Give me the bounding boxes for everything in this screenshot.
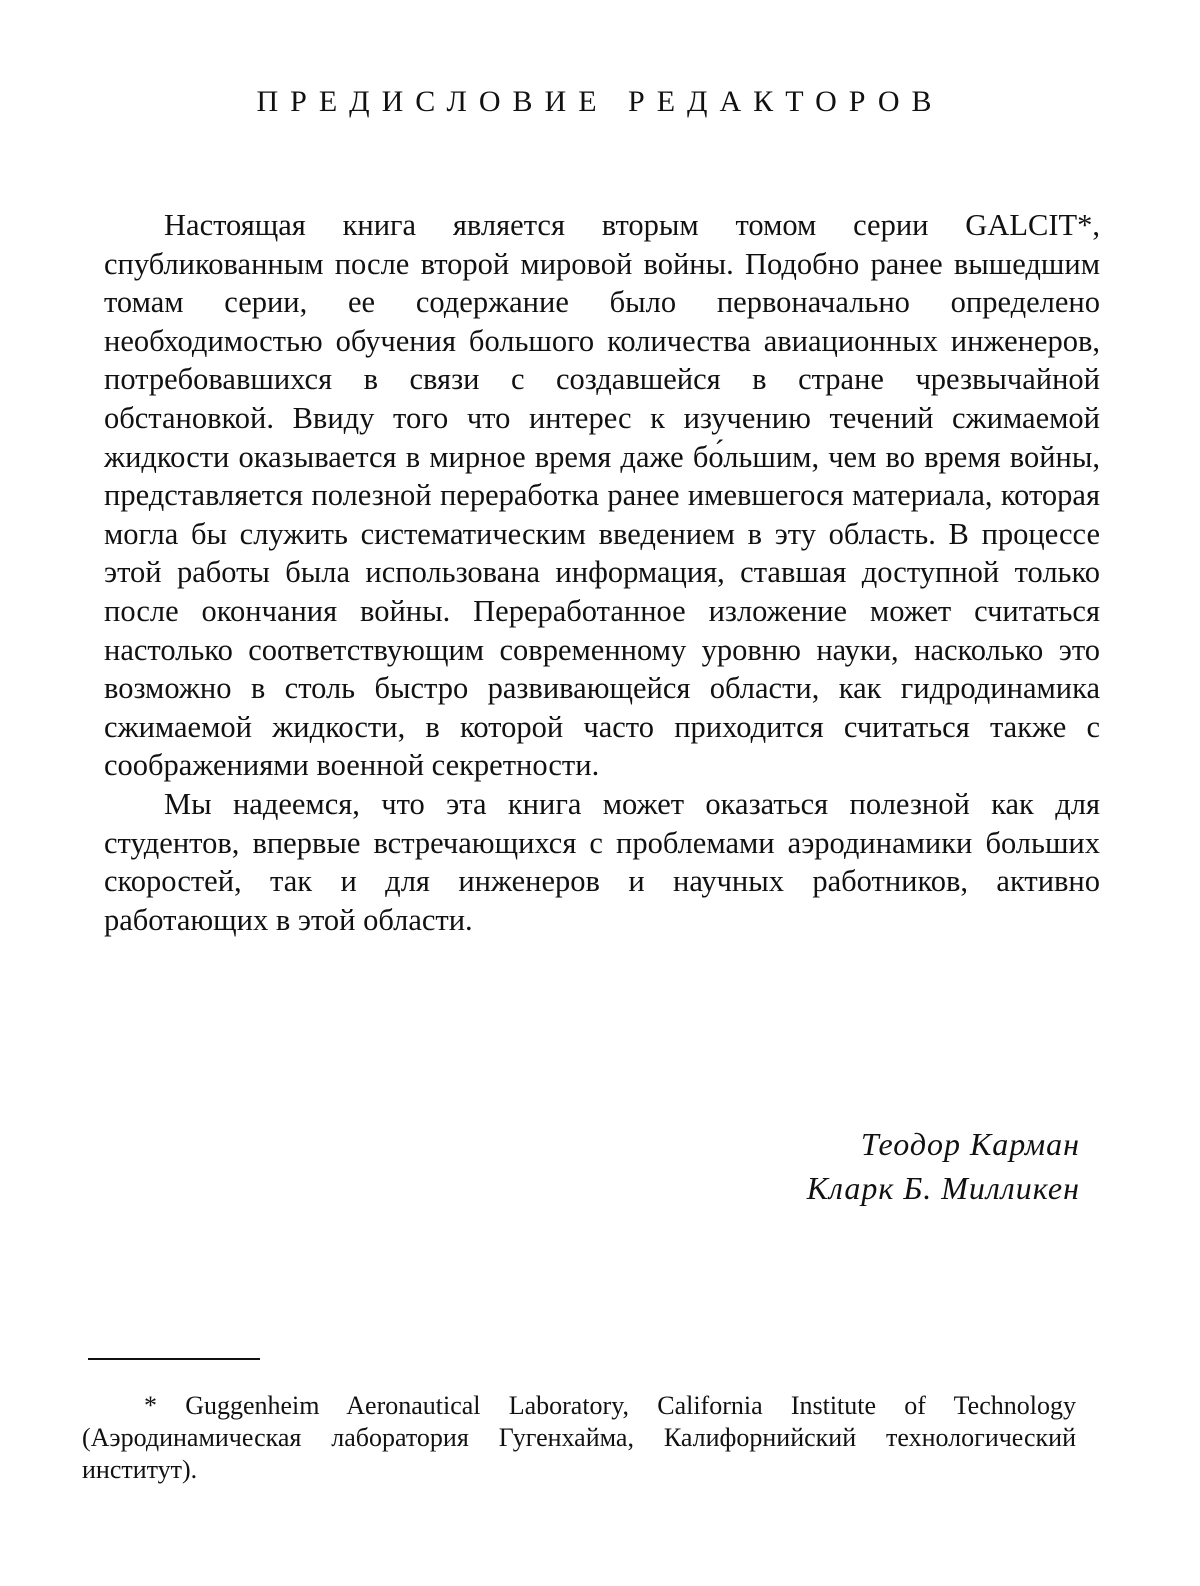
footnote [82,1390,1076,1486]
signature-block [807,1122,1080,1210]
footnote-divider [88,1358,260,1360]
footnote-text: * Guggenheim Aeronautical Laboratory, California Institute of Technology (Аэродинамическая лаборатория Гугенхайма, Калифорнийский технологический институт). [82,1391,1076,1484]
signature-millikan: Кларк Б. Милликен [806,1170,1080,1206]
page-title: ПРЕДИСЛОВИЕ РЕДАКТОРОВ [256,85,944,118]
paragraph-2: Мы надеемся, что эта книга может оказаться полезной как для студентов, впервые встречающихся с проблемами аэродинамики больших скоростей, так и для инженеров и научных работников, активно работающих в этой области. [104,786,1100,937]
signature-karman: Теодор Карман [860,1126,1080,1162]
paragraph-1: Настоящая книга является вторым томом серии GALCIT*, спубликованным после второй мировой войны. Подобно ранее вышедшим томам серии, ее содержание было первоначально определено необходимостью обучения большого количества авиационных инженеров, потребовавшихся в связи с создавшейся в стране чрезвычайной обстановкой. Ввиду того что интерес к изучению течений сжимаемой жидкости оказывается в мирное время даже бо́льшим, чем во время войны, представляется полезной переработка ранее имевшегося материала, которая могла бы служить систематическим введением в эту область. В процессе этой работы была использована информация, ставшая доступной только после окончания войны. Переработанное изложение может считаться настолько соответствующим современному уровню науки, насколько это возможно в столь быстро развивающейся области, как гидродинамика сжимаемой жидкости, в которой часто приходится считаться также с соображениями военной секретности. [104,208,1100,783]
body-text [104,206,1100,939]
